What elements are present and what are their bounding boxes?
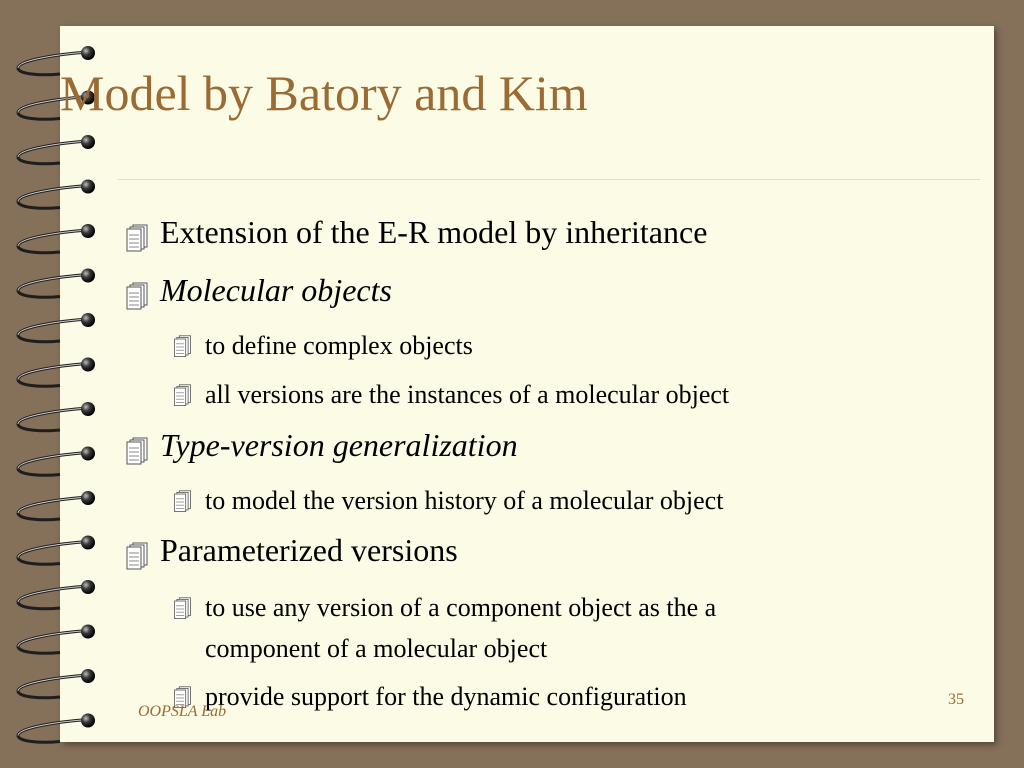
sub-bullet-item-3 bbox=[205, 481, 723, 521]
bullet-text: Molecular objects bbox=[160, 272, 392, 308]
bullet-text: Parameterized versions bbox=[160, 532, 458, 568]
binding-ring bbox=[18, 358, 95, 387]
binding-ring bbox=[18, 714, 95, 743]
footer-lab-name: OOPSLA Lab bbox=[138, 703, 227, 720]
binding-ring bbox=[18, 536, 95, 565]
binding-ring bbox=[18, 625, 95, 654]
bullet-text: to model the version history of a molecular object bbox=[205, 486, 724, 515]
bullet-text: provide support for the dynamic configuration bbox=[205, 682, 687, 711]
notepad-bullet-icon bbox=[124, 542, 150, 572]
sub-bullet-item-1 bbox=[205, 326, 473, 366]
bullet-text: to define complex objects bbox=[205, 331, 473, 360]
binding-ring bbox=[18, 135, 95, 164]
bullet-item-1 bbox=[160, 214, 707, 251]
notepad-bullet-icon bbox=[172, 384, 193, 408]
binding-ring bbox=[18, 491, 95, 520]
bullet-text: to use any version of a component object as the a bbox=[205, 593, 717, 622]
binding-ring bbox=[18, 580, 95, 609]
binding-ring bbox=[18, 180, 95, 209]
sub-bullet-item-2 bbox=[205, 375, 729, 415]
binding-ring bbox=[18, 224, 95, 253]
bullet-text: Type-version generalization bbox=[160, 427, 518, 463]
bullet-item-2 bbox=[160, 272, 392, 309]
sub-bullet-item-4-continued bbox=[205, 629, 547, 669]
bullet-text: Extension of the E-R model by inheritance bbox=[160, 214, 708, 250]
bullet-text: all versions are the instances of a molecular object bbox=[205, 380, 730, 409]
binding-ring bbox=[18, 269, 95, 298]
slide-title: Model by Batory and Kim bbox=[60, 65, 588, 121]
bullet-item-4 bbox=[160, 532, 458, 569]
binding-ring bbox=[18, 447, 95, 476]
notepad-bullet-icon bbox=[124, 437, 150, 467]
notepad-bullet-icon bbox=[124, 224, 150, 254]
sub-bullet-item-4 bbox=[205, 588, 716, 628]
binding-ring bbox=[18, 669, 95, 698]
notepad-bullet-icon bbox=[172, 597, 193, 621]
page-number: 35 bbox=[948, 691, 964, 708]
notepad-bullet-icon bbox=[172, 335, 193, 359]
bullet-text: component of a molecular object bbox=[205, 634, 548, 663]
bullet-item-3 bbox=[160, 427, 518, 464]
binding-ring bbox=[18, 313, 95, 342]
sub-bullet-item-5 bbox=[205, 677, 687, 717]
notepad-bullet-icon bbox=[124, 282, 150, 312]
notepad-bullet-icon bbox=[172, 490, 193, 514]
title-divider bbox=[118, 179, 980, 180]
binding-ring bbox=[18, 402, 95, 431]
